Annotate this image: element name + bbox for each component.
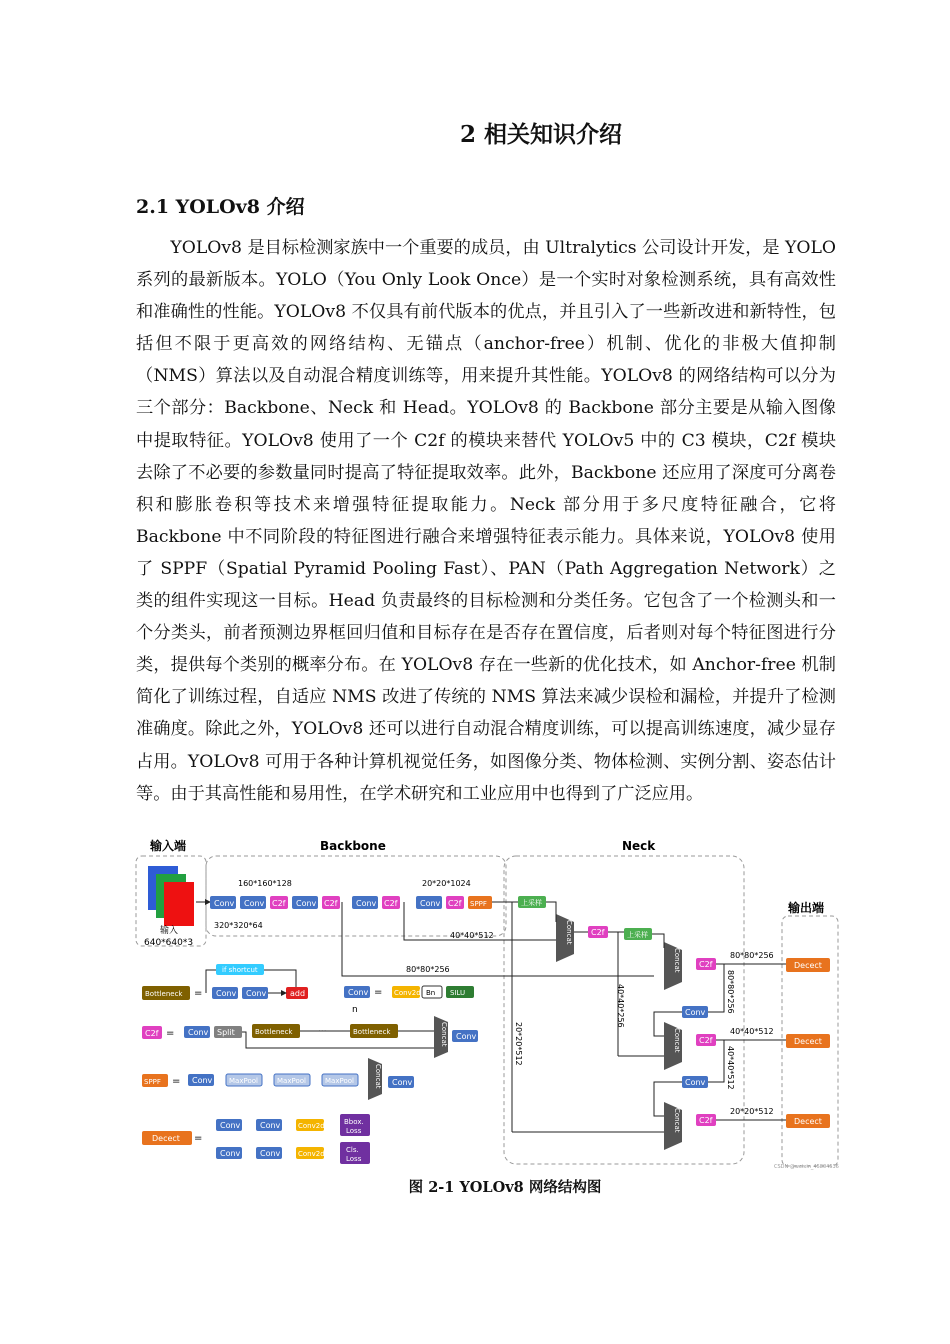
svg-text:Conv2d: Conv2d: [298, 1122, 325, 1130]
svg-text:···: ···: [318, 1027, 327, 1037]
svg-text:Conv: Conv: [188, 1028, 209, 1037]
svg-text:Conv: Conv: [244, 899, 265, 908]
svg-text:MaxPool: MaxPool: [277, 1077, 306, 1085]
svg-text:Bottleneck: Bottleneck: [353, 1028, 391, 1036]
svg-text:上采样: 上采样: [521, 899, 542, 907]
body-paragraph: YOLOv8 是目标检测家族中一个重要的成员，由 Ultralytics 公司设计开发，是 YOLO 系列的最新版本。YOLO（You Only Look Once）是一个实时对象检测系统，具有高效性和准确性的性能。YOLOv8 不仅具有前代版本的优点，并且引入了一些新改进和新特性，包括但不限于更高效的网络结构、无锚点（anchor-free）机制、优化的非极大值抑制（NMS）算法以及自动混合精度训练等，用来提升其性能。YOLOv8 的网络结构可以分为三个部分：Backbone、Neck 和 Head。YOLOv8 的 Backbone 部分主要是从输入图像中提取特征。YOLOv8 使用了一个 C2f 的模块来替代 YOLOv5 中的 C3 模块，C2f 模块去除了不必要的参数量同时提高了特征提取效率。此外，Backbone 还应用了深度可分离卷积和膨胀卷积等技术来增强特征提取能力。Neck 部分用于多尺度特征融合，它将 Backbone 中不同阶段的特征图进行融合来增强特征表示能力。具体来说，YOLOv8 使用了 SPPF（Spatial Pyramid Pooling Fast）、PAN（Path Aggregation Network）之类的组件实现这一目标。Head 负责最终的目标检测和分类任务。它包含了一个检测头和一个分类头，前者预测边界框回归值和目标存在是否存在置信度，后者则对每个特征图进行分类，提供每个类别的概率分布。在 YOLOv8 存在一些新的优化技术，如 Anchor-free 机制简化了训练过程，自适应 NMS 改进了传统的 NMS 算法来减少误检和漏检，并提升了检测准确度。除此之外，YOLOv8 还可以进行自动混合精度训练，可以提高训练速度，减少显存占用。YOLOv8 可用于各种计算机视觉任务，如图像分类、物体检测、实例分割、姿态估计等。由于其高性能和易用性，在学术研究和工业应用中也得到了广泛应用。: [136, 238, 836, 804]
dim-160: 160*160*128: [238, 879, 292, 888]
copyright: CSDN @weixin_45804536: [774, 1164, 839, 1170]
out-80: 80*80*256: [730, 951, 774, 960]
svg-text:Loss: Loss: [346, 1155, 362, 1163]
neck-label: Neck: [622, 839, 656, 853]
dim-v20-512: 20*20*512: [514, 1022, 523, 1066]
out-20: 20*20*512: [730, 1107, 774, 1116]
svg-text:Conv: Conv: [685, 1008, 706, 1017]
svg-text:Bbox.: Bbox.: [344, 1118, 364, 1126]
svg-text:SPPF: SPPF: [470, 900, 487, 908]
out-40: 40*40*512: [730, 1027, 774, 1036]
svg-text:Decect: Decect: [794, 1037, 822, 1046]
svg-text:上采样: 上采样: [627, 931, 648, 939]
svg-text:=: =: [172, 1076, 181, 1087]
svg-text:Conv: Conv: [356, 899, 377, 908]
svg-text:Concat: Concat: [440, 1022, 448, 1047]
svg-text:Conv: Conv: [260, 1149, 281, 1158]
svg-text:Loss: Loss: [346, 1127, 362, 1135]
svg-text:n: n: [352, 1005, 358, 1015]
svg-text:Bn: Bn: [426, 989, 436, 997]
svg-text:C2f: C2f: [699, 1116, 713, 1125]
svg-text:Decect: Decect: [794, 1117, 822, 1126]
svg-text:=: =: [194, 1133, 203, 1144]
svg-text:Conv: Conv: [456, 1032, 477, 1041]
svg-text:Concat: Concat: [673, 948, 681, 973]
architecture-diagram: [134, 836, 840, 1172]
svg-text:Conv: Conv: [214, 899, 235, 908]
svg-text:C2f: C2f: [699, 960, 713, 969]
svg-text:C2f: C2f: [145, 1029, 159, 1038]
svg-text:Concat: Concat: [673, 1028, 681, 1053]
svg-text:Conv: Conv: [192, 1076, 213, 1085]
backbone-blocks: [210, 896, 492, 909]
svg-text:SILU: SILU: [450, 989, 466, 997]
input-label: 输入端: [150, 839, 187, 853]
svg-text:Bottleneck: Bottleneck: [255, 1028, 293, 1036]
dim-80-256: 80*80*256: [406, 965, 450, 974]
dim-40-512: 40*40*512: [450, 931, 494, 940]
svg-text:Conv: Conv: [246, 989, 267, 998]
svg-text:if shortcut: if shortcut: [222, 966, 258, 974]
input-channel-red: [164, 882, 194, 926]
svg-text:Conv2d: Conv2d: [394, 989, 421, 997]
figure-caption: 图 2-1 YOLOv8 网络结构图: [408, 1179, 602, 1196]
svg-text:Bottleneck: Bottleneck: [145, 990, 183, 998]
svg-text:Conv: Conv: [392, 1078, 413, 1087]
svg-text:C2f: C2f: [272, 899, 286, 908]
svg-text:Conv: Conv: [685, 1078, 706, 1087]
backbone-label: Backbone: [320, 839, 386, 853]
svg-text:add: add: [290, 989, 306, 998]
section-title: 2.1 YOLOv8 介绍: [136, 196, 305, 218]
svg-text:=: =: [194, 988, 203, 999]
svg-text:C2f: C2f: [699, 1036, 713, 1045]
svg-text:C2f: C2f: [591, 928, 605, 937]
svg-text:MaxPool: MaxPool: [229, 1077, 258, 1085]
svg-text:SPPF: SPPF: [144, 1078, 161, 1086]
out-80-vertical: 80*80*256: [726, 970, 735, 1014]
svg-text:Conv: Conv: [420, 899, 441, 908]
svg-text:Conv: Conv: [216, 989, 237, 998]
svg-text:=: =: [374, 987, 383, 998]
out-40-vertical: 40*40*512: [726, 1046, 735, 1090]
body-paragraph-container: [136, 232, 836, 810]
input-image-label: 输入: [160, 926, 179, 936]
svg-text:MaxPool: MaxPool: [325, 1077, 354, 1085]
chapter-title: 2 相关知识介绍: [459, 121, 622, 148]
svg-text:Decect: Decect: [152, 1134, 180, 1143]
svg-text:Decect: Decect: [794, 961, 822, 970]
svg-text:Concat: Concat: [374, 1064, 382, 1089]
svg-text:Conv: Conv: [296, 899, 317, 908]
svg-text:Conv: Conv: [348, 988, 369, 997]
svg-text:Conv: Conv: [260, 1121, 281, 1130]
output-label: 输出端: [788, 901, 825, 915]
svg-text:C2f: C2f: [324, 899, 338, 908]
svg-text:C2f: C2f: [384, 899, 398, 908]
svg-text:Split: Split: [217, 1028, 235, 1037]
svg-text:Conv2d: Conv2d: [298, 1150, 325, 1158]
input-size-label: 640*640*3: [144, 938, 194, 948]
svg-text:C2f: C2f: [448, 899, 462, 908]
yolov8-architecture-figure: [134, 836, 840, 1176]
svg-text:=: =: [166, 1028, 175, 1039]
svg-text:Conv: Conv: [220, 1149, 241, 1158]
svg-text:Concat: Concat: [673, 1108, 681, 1133]
dim-v40-256: 40*40*256: [616, 984, 625, 1028]
dim-320: 320*320*64: [214, 921, 263, 930]
dim-20-1024: 20*20*1024: [422, 879, 471, 888]
svg-text:Conv: Conv: [220, 1121, 241, 1130]
svg-text:Concat: Concat: [565, 920, 573, 945]
svg-text:Cls.: Cls.: [346, 1146, 359, 1154]
